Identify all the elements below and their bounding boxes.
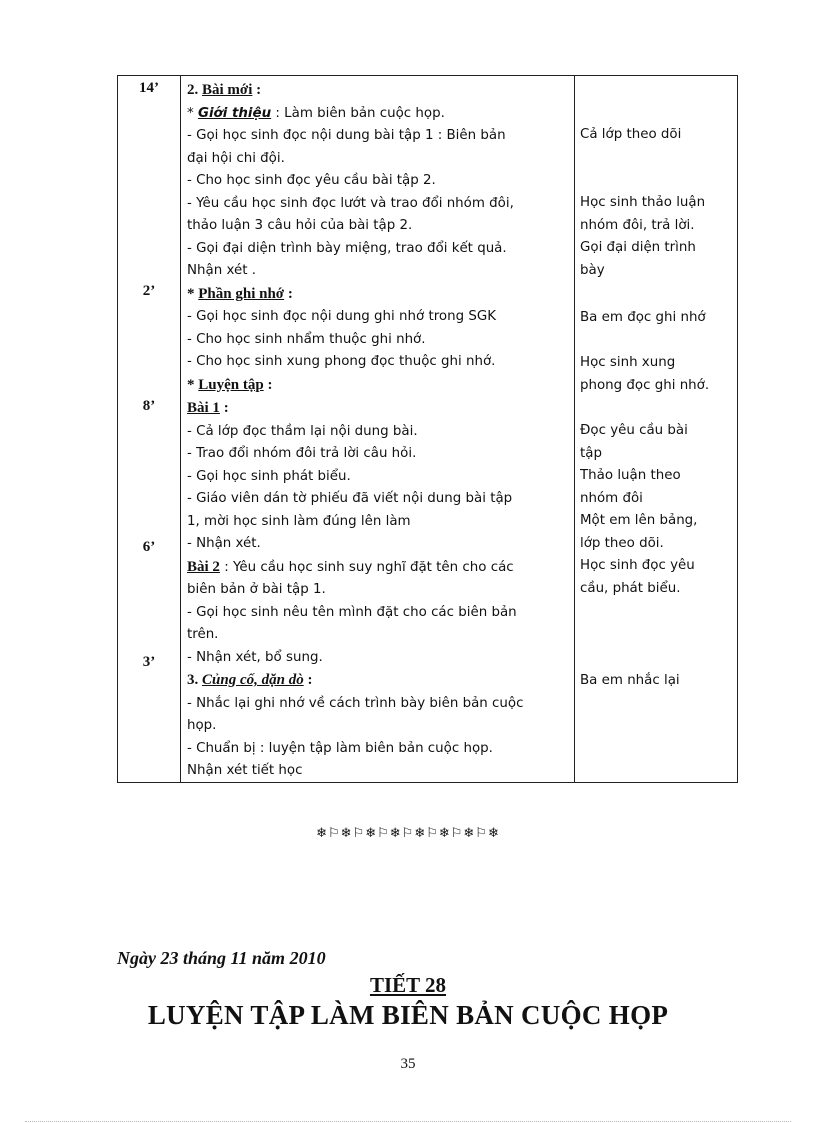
teacher-line-segment: : [252,82,262,98]
student-line: Học sinh đọc yêu [580,558,695,573]
teacher-line [187,556,568,580]
student-line: phong đọc ghi nhớ. [580,377,710,393]
student-line: Cả lớp theo dõi [580,127,682,142]
ornament-divider: ❄⚐❄⚐❄⚐❄⚐❄⚐❄⚐❄⚐❄ [316,826,500,841]
student-block [580,670,734,693]
teacher-line-segment: : Làm biên bản cuộc họp. [271,105,445,121]
lesson-title: LUYỆN TẬP LÀM BIÊN BẢN CUỘC HỌP [147,1000,669,1030]
teacher-line [187,125,568,148]
teacher-line-segment: thảo luận 3 câu hỏi của bài tập 2. [187,218,413,233]
teacher-line [187,148,568,171]
student-block [580,307,734,330]
teacher-line [187,488,568,511]
teacher-line-segment: : [219,400,229,416]
teacher-line [187,738,568,761]
teacher-line [187,602,568,625]
teacher-line-segment: Bài 1 [187,400,220,416]
student-block [580,124,734,147]
page-number: 35 [400,1056,416,1072]
teacher-line-segment: Bài 2 [187,558,220,575]
teacher-line-segment: trên. [187,627,219,642]
student-line: Học sinh xung [580,355,676,370]
student-line: Ba em đọc ghi nhớ [580,310,706,325]
student-line: Ba em nhắc lại [580,673,680,688]
time-cell: 8’ [142,398,156,414]
teacher-line-segment: - Nhận xét. [187,536,261,551]
teacher-line-segment: Củng cố, dặn dò [202,672,304,688]
teacher-line [187,306,568,329]
teacher-line [187,715,568,738]
period-heading: TIẾT 28 [369,973,447,997]
teacher-line-segment: - Trao đổi nhóm đôi trả lời câu hỏi. [187,446,417,461]
teacher-line-segment: - Cả lớp đọc thầm lại nội dung bài. [187,423,418,439]
teacher-line-segment: 3. [187,672,202,688]
teacher-line-segment: - Gọi học sinh đọc nội dung ghi nhớ trong SGK [187,309,496,324]
student-line: lớp theo dõi. [580,535,664,551]
teacher-line [187,283,568,307]
teacher-line [187,170,568,193]
date-day: 23 [160,948,179,968]
teacher-line [187,397,568,421]
time-cell: 6’ [142,539,156,555]
teacher-line-segment: : Yêu cầu học sinh suy nghĩ đặt tên cho các [219,559,514,575]
teacher-line-segment: : [303,672,313,688]
teacher-line-segment: Bài mới [202,82,253,98]
teacher-line-segment: - Gọi học sinh nêu tên mình đặt cho các biên bản [187,604,517,620]
date-month: 11 [230,948,248,968]
time-cell: 2’ [142,283,156,299]
student-line: cầu, phát biểu. [580,580,681,596]
student-line: Đọc yêu cầu bài [580,423,688,438]
teacher-line [187,760,568,783]
column-divider [574,76,575,782]
student-line: tập [580,445,602,461]
student-line: Thảo luận theo [580,468,681,483]
teacher-line-segment: Phần ghi nhớ [198,285,285,302]
teacher-line [187,79,568,103]
teacher-line-segment: - Nhắc lại ghi nhớ về cách trình bày biên bản cuộc [187,695,524,711]
teacher-line-segment: - Cho học sinh đọc yêu cầu bài tập 2. [187,173,436,188]
teacher-line-segment: : [284,285,293,302]
teacher-line-segment: họp. [187,718,217,733]
teacher-line [187,215,568,238]
teacher-line-segment: - Yêu cầu học sinh đọc lướt và trao đổi nhóm đôi, [187,195,514,211]
time-cell: 14’ [139,80,159,96]
date-label-year: năm [252,948,286,968]
date-line [117,948,326,969]
teacher-line [187,329,568,352]
teacher-line-segment: đại hội chi đội. [187,150,285,166]
teacher-line-segment: - Nhận xét, bổ sung. [187,649,323,665]
teacher-line-segment: * [187,285,199,302]
teacher-line [187,466,568,489]
student-line: Một em lên bảng, [580,513,698,528]
student-line: nhóm đôi [580,490,643,506]
teacher-line-segment: : [263,376,273,393]
teacher-line [187,579,568,602]
teacher-activities [187,79,568,783]
teacher-line-segment: - Cho học sinh nhẩm thuộc ghi nhớ. [187,331,426,347]
teacher-line-segment: - Gọi học sinh phát biểu. [187,468,351,484]
date-label-month: tháng [183,948,227,968]
teacher-line-segment: * [187,105,198,121]
teacher-line [187,443,568,466]
teacher-line-segment: - Chuẩn bị : luyện tập làm biên bản cuộc họp. [187,740,493,756]
time-cell: 3’ [142,654,156,670]
teacher-line-segment: - Gọi đại diện trình bày miệng, trao đổi kết quả. [187,240,507,256]
teacher-line [187,511,568,534]
student-line: bày [580,262,605,278]
student-line: nhóm đôi, trả lời. [580,217,695,233]
teacher-line-segment: Luyện tập [198,376,264,393]
teacher-line [187,533,568,556]
teacher-line [187,103,568,126]
teacher-line [187,624,568,647]
student-line: Gọi đại diện trình [580,240,696,255]
teacher-line-segment: 1, mời học sinh làm đúng lên làm [187,513,411,529]
teacher-line [187,421,568,444]
teacher-line-segment: - Giáo viên dán tờ phiếu đã viết nội dung bài tập [187,491,513,506]
student-line: Học sinh thảo luận [580,195,706,210]
teacher-line-segment: - Gọi học sinh đọc nội dung bài tập 1 : Biên bản [187,128,506,143]
teacher-line-segment: 2. [187,82,202,98]
teacher-line [187,238,568,261]
teacher-line-segment: biên bản ở bài tập 1. [187,582,326,597]
student-block [580,352,734,397]
date-year: 2010 [289,948,326,968]
teacher-line-segment: - Cho học sinh xung phong đọc thuộc ghi nhớ. [187,354,496,369]
teacher-line-segment: Giới thiệu [197,105,272,121]
date-label-day: Ngày [117,948,156,968]
lesson-plan-table [117,75,738,783]
teacher-line [187,374,568,398]
teacher-line [187,669,568,693]
teacher-line [187,351,568,374]
student-block [580,192,734,282]
student-block [580,420,734,600]
footer-rule [25,1121,791,1122]
teacher-line [187,647,568,670]
teacher-line-segment: Nhận xét tiết học [187,763,303,778]
teacher-line-segment: Nhận xét . [187,263,256,278]
teacher-line [187,193,568,216]
teacher-line-segment: * [187,376,199,393]
teacher-line [187,693,568,716]
column-divider [180,76,181,782]
teacher-line [187,260,568,283]
